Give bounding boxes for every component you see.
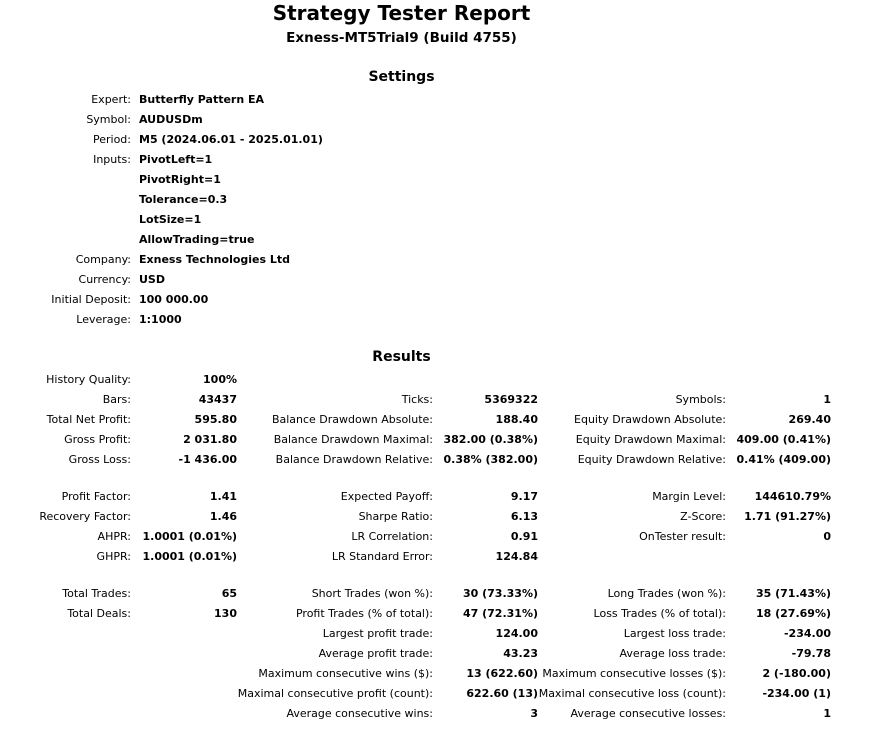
results-label: Balance Drawdown Maximal: <box>273 433 433 446</box>
results-value: 0.41% (409.00) <box>736 453 831 466</box>
results-value: 622.60 (13) <box>466 687 538 700</box>
results-label: Maximal consecutive profit (count): <box>237 687 433 700</box>
results-value: -79.78 <box>791 647 831 660</box>
results-label: Largest loss trade: <box>623 627 726 640</box>
results-label: Maximum consecutive wins ($): <box>258 667 433 680</box>
results-value: 124.84 <box>495 550 538 563</box>
settings-label: Expert: <box>91 93 131 106</box>
settings-value: PivotRight=1 <box>139 173 221 186</box>
results-label: Average loss trade: <box>619 647 726 660</box>
results-label: Profit Factor: <box>61 490 131 503</box>
settings-value: LotSize=1 <box>139 213 202 226</box>
results-value: 3 <box>530 707 538 720</box>
results-value: 269.40 <box>788 413 831 426</box>
results-value: 1.41 <box>209 490 237 503</box>
results-label: Maximal consecutive loss (count): <box>538 687 726 700</box>
results-label: Symbols: <box>675 393 726 406</box>
results-value: 6.13 <box>510 510 538 523</box>
results-value: 47 (72.31%) <box>462 607 538 620</box>
results-value: 18 (27.69%) <box>755 607 831 620</box>
results-value: 0 <box>823 530 831 543</box>
results-label: History Quality: <box>46 373 131 386</box>
results-value: 13 (622.60) <box>466 667 538 680</box>
results-value: 595.80 <box>194 413 237 426</box>
results-value: 1.71 (91.27%) <box>744 510 831 523</box>
results-value: 124.00 <box>495 627 538 640</box>
results-value: 0.38% (382.00) <box>443 453 538 466</box>
settings-label: Initial Deposit: <box>51 293 131 306</box>
results-label: Gross Profit: <box>64 433 131 446</box>
results-label: Margin Level: <box>652 490 726 503</box>
results-label: Largest profit trade: <box>322 627 433 640</box>
results-value: 1.0001 (0.01%) <box>142 550 237 563</box>
settings-value: AUDUSDm <box>139 113 203 126</box>
settings-heading: Settings <box>368 69 435 85</box>
results-label: Average profit trade: <box>318 647 433 660</box>
results-label: Profit Trades (% of total): <box>295 607 433 620</box>
report-subtitle: Exness-MT5Trial9 (Build 4755) <box>286 30 517 46</box>
results-value: 409.00 (0.41%) <box>736 433 831 446</box>
results-value: 144610.79% <box>754 490 831 503</box>
results-label: Balance Drawdown Relative: <box>275 453 433 466</box>
results-value: 1 <box>823 393 831 406</box>
results-value: 188.40 <box>495 413 538 426</box>
results-value: 130 <box>214 607 237 620</box>
results-label: Balance Drawdown Absolute: <box>271 413 433 426</box>
results-value: 43437 <box>198 393 237 406</box>
results-value: 0.91 <box>510 530 538 543</box>
results-label: OnTester result: <box>639 530 726 543</box>
results-value: 30 (73.33%) <box>462 587 538 600</box>
results-value: 5369322 <box>484 393 538 406</box>
settings-label: Symbol: <box>86 113 131 126</box>
results-label: GHPR: <box>96 550 131 563</box>
results-label: Ticks: <box>401 393 433 406</box>
results-label: Loss Trades (% of total): <box>593 607 726 620</box>
results-label: Z-Score: <box>680 510 726 523</box>
results-heading: Results <box>372 349 431 365</box>
results-label: Long Trades (won %): <box>607 587 726 600</box>
settings-value: 1:1000 <box>139 313 182 326</box>
settings-value: USD <box>139 273 165 286</box>
settings-label <box>0 230 131 250</box>
results-label: Total Deals: <box>67 607 131 620</box>
results-label: Gross Loss: <box>68 453 131 466</box>
results-value: 35 (71.43%) <box>755 587 831 600</box>
settings-value: M5 (2024.06.01 - 2025.01.01) <box>139 133 323 146</box>
settings-label: Inputs: <box>93 153 131 166</box>
settings-value: AllowTrading=true <box>139 233 255 246</box>
results-value: 9.17 <box>510 490 538 503</box>
settings-label <box>0 210 131 230</box>
results-label: Equity Drawdown Relative: <box>577 453 726 466</box>
results-value: -234.00 (1) <box>762 687 831 700</box>
settings-value: Tolerance=0.3 <box>139 193 228 206</box>
results-label: Average consecutive losses: <box>570 707 726 720</box>
results-label: Short Trades (won %): <box>311 587 433 600</box>
settings-value: 100 000.00 <box>139 293 209 306</box>
results-value: 65 <box>221 587 237 600</box>
results-value: 1.46 <box>209 510 237 523</box>
results-value: 1.0001 (0.01%) <box>142 530 237 543</box>
report-title: Strategy Tester Report <box>272 1 531 25</box>
settings-label <box>0 190 131 210</box>
settings-label: Company: <box>75 253 131 266</box>
results-label: Equity Drawdown Absolute: <box>574 413 726 426</box>
settings-label: Period: <box>92 133 131 146</box>
results-value: -234.00 <box>783 627 831 640</box>
results-label: Expected Payoff: <box>340 490 433 503</box>
results-label: Total Net Profit: <box>46 413 131 426</box>
results-value: 382.00 (0.38%) <box>443 433 538 446</box>
results-label: AHPR: <box>97 530 131 543</box>
settings-value: Butterfly Pattern EA <box>139 93 265 106</box>
results-value: 100% <box>203 373 237 386</box>
results-label: Maximum consecutive losses ($): <box>542 667 726 680</box>
results-value: 1 <box>823 707 831 720</box>
settings-value: PivotLeft=1 <box>139 153 213 166</box>
settings-value: Exness Technologies Ltd <box>139 253 291 266</box>
settings-label: Leverage: <box>76 313 131 326</box>
results-label: Bars: <box>102 393 131 406</box>
results-value: 43.23 <box>503 647 538 660</box>
results-label: LR Standard Error: <box>331 550 433 563</box>
results-label: Total Trades: <box>62 587 131 600</box>
results-value: 2 (-180.00) <box>762 667 831 680</box>
results-label: Sharpe Ratio: <box>358 510 433 523</box>
results-label: Equity Drawdown Maximal: <box>575 433 726 446</box>
settings-label <box>0 170 131 190</box>
results-value: 2 031.80 <box>183 433 237 446</box>
results-label: LR Correlation: <box>351 530 433 543</box>
results-label: Recovery Factor: <box>39 510 131 523</box>
results-label: Average consecutive wins: <box>286 707 433 720</box>
settings-label: Currency: <box>78 273 131 286</box>
results-value: -1 436.00 <box>178 453 237 466</box>
